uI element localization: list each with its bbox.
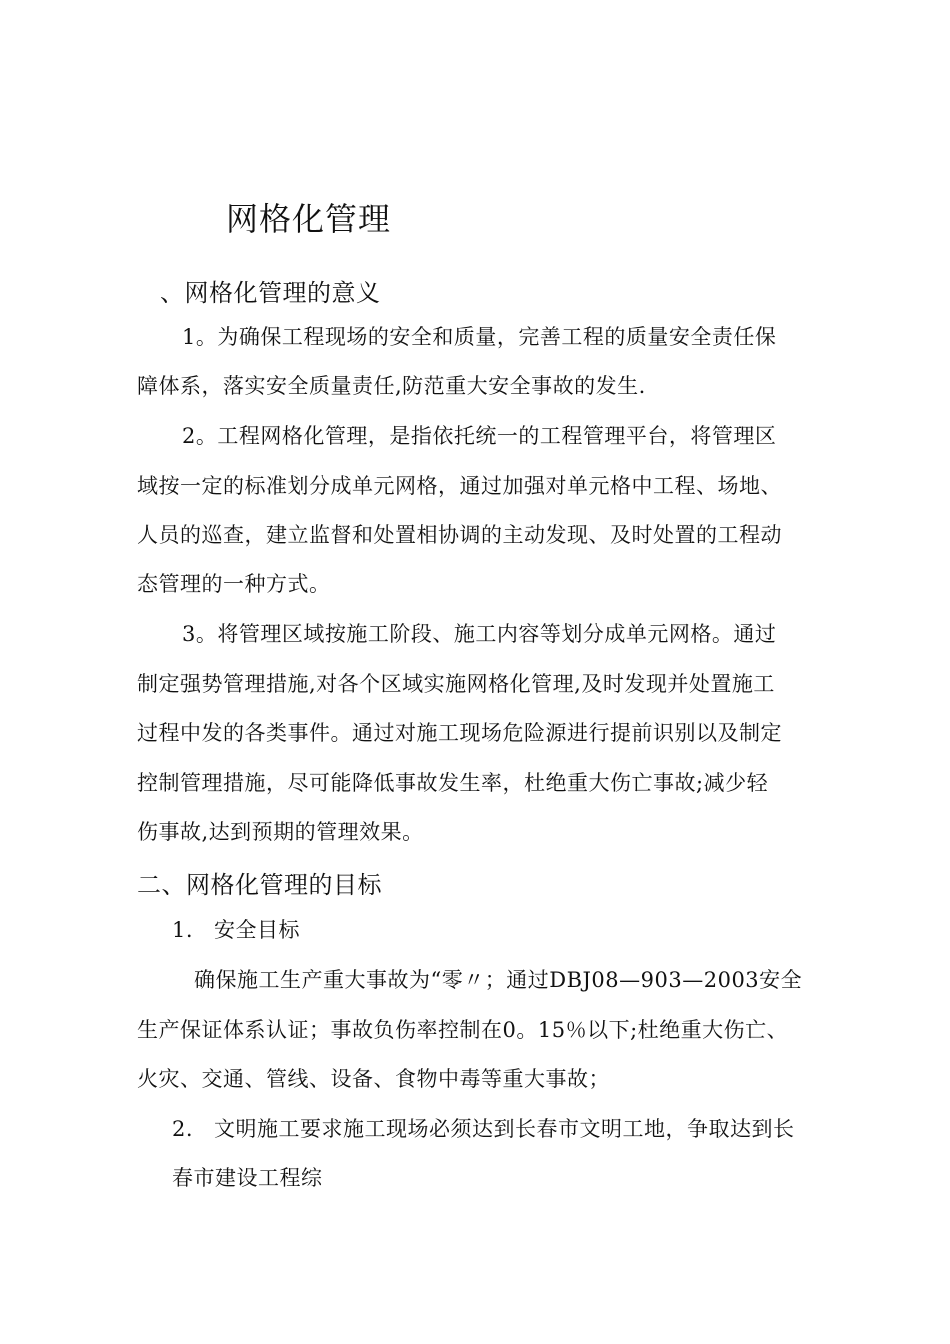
paragraph-line: 态管理的一种方式。 bbox=[137, 572, 331, 596]
paragraph-line: 生产保证体系认证；事故负伤率控制在0。15％以下;杜绝重大伤亡、 bbox=[137, 1018, 789, 1042]
paragraph-line: 制定强势管理措施,对各个区域实施网格化管理,及时发现并处置施工 bbox=[137, 672, 775, 696]
section2-heading: 二、网格化管理的目标 bbox=[137, 871, 382, 899]
paragraph-line: 域按一定的标准划分成单元网格，通过加强对单元格中工程、场地、 bbox=[137, 474, 782, 498]
paragraph-line: 1。为确保工程现场的安全和质量，完善工程的质量安全责任保 bbox=[182, 325, 777, 349]
paragraph-line: 春市建设工程综 bbox=[172, 1166, 323, 1190]
section1-heading: 、网格化管理的意义 bbox=[160, 279, 381, 307]
paragraph-line: 确保施工生产重大事故为“零〃；通过DBJ08—903—2003安全 bbox=[194, 968, 803, 992]
paragraph-line: 伤事故,达到预期的管理效果。 bbox=[137, 820, 424, 844]
paragraph-line: 人员的巡查，建立监督和处置相协调的主动发现、及时处置的工程动 bbox=[137, 523, 782, 547]
paragraph-line: 控制管理措施，尽可能降低事故发生率，杜绝重大伤亡事故;减少轻 bbox=[137, 771, 769, 795]
page-title: 网格化管理 bbox=[226, 200, 392, 238]
paragraph-line: 障体系，落实安全质量责任,防范重大安全事故的发生. bbox=[137, 374, 646, 398]
paragraph-line: 过程中发的各类事件。通过对施工现场危险源进行提前识别以及制定 bbox=[137, 721, 782, 745]
paragraph-line: 火灾、交通、管线、设备、食物中毒等重大事故； bbox=[137, 1067, 610, 1091]
paragraph-line: 文明施工要求施工现场必须达到长春市文明工地，争取达到长 bbox=[214, 1117, 795, 1141]
item-number: 1. bbox=[172, 918, 194, 942]
paragraph-line: 2。工程网格化管理，是指依托统一的工程管理平台，将管理区 bbox=[182, 424, 777, 448]
item-number: 2. bbox=[172, 1117, 194, 1141]
paragraph-line: 3。将管理区域按施工阶段、施工内容等划分成单元网格。通过 bbox=[182, 622, 777, 646]
item-title: 安全目标 bbox=[214, 918, 300, 942]
